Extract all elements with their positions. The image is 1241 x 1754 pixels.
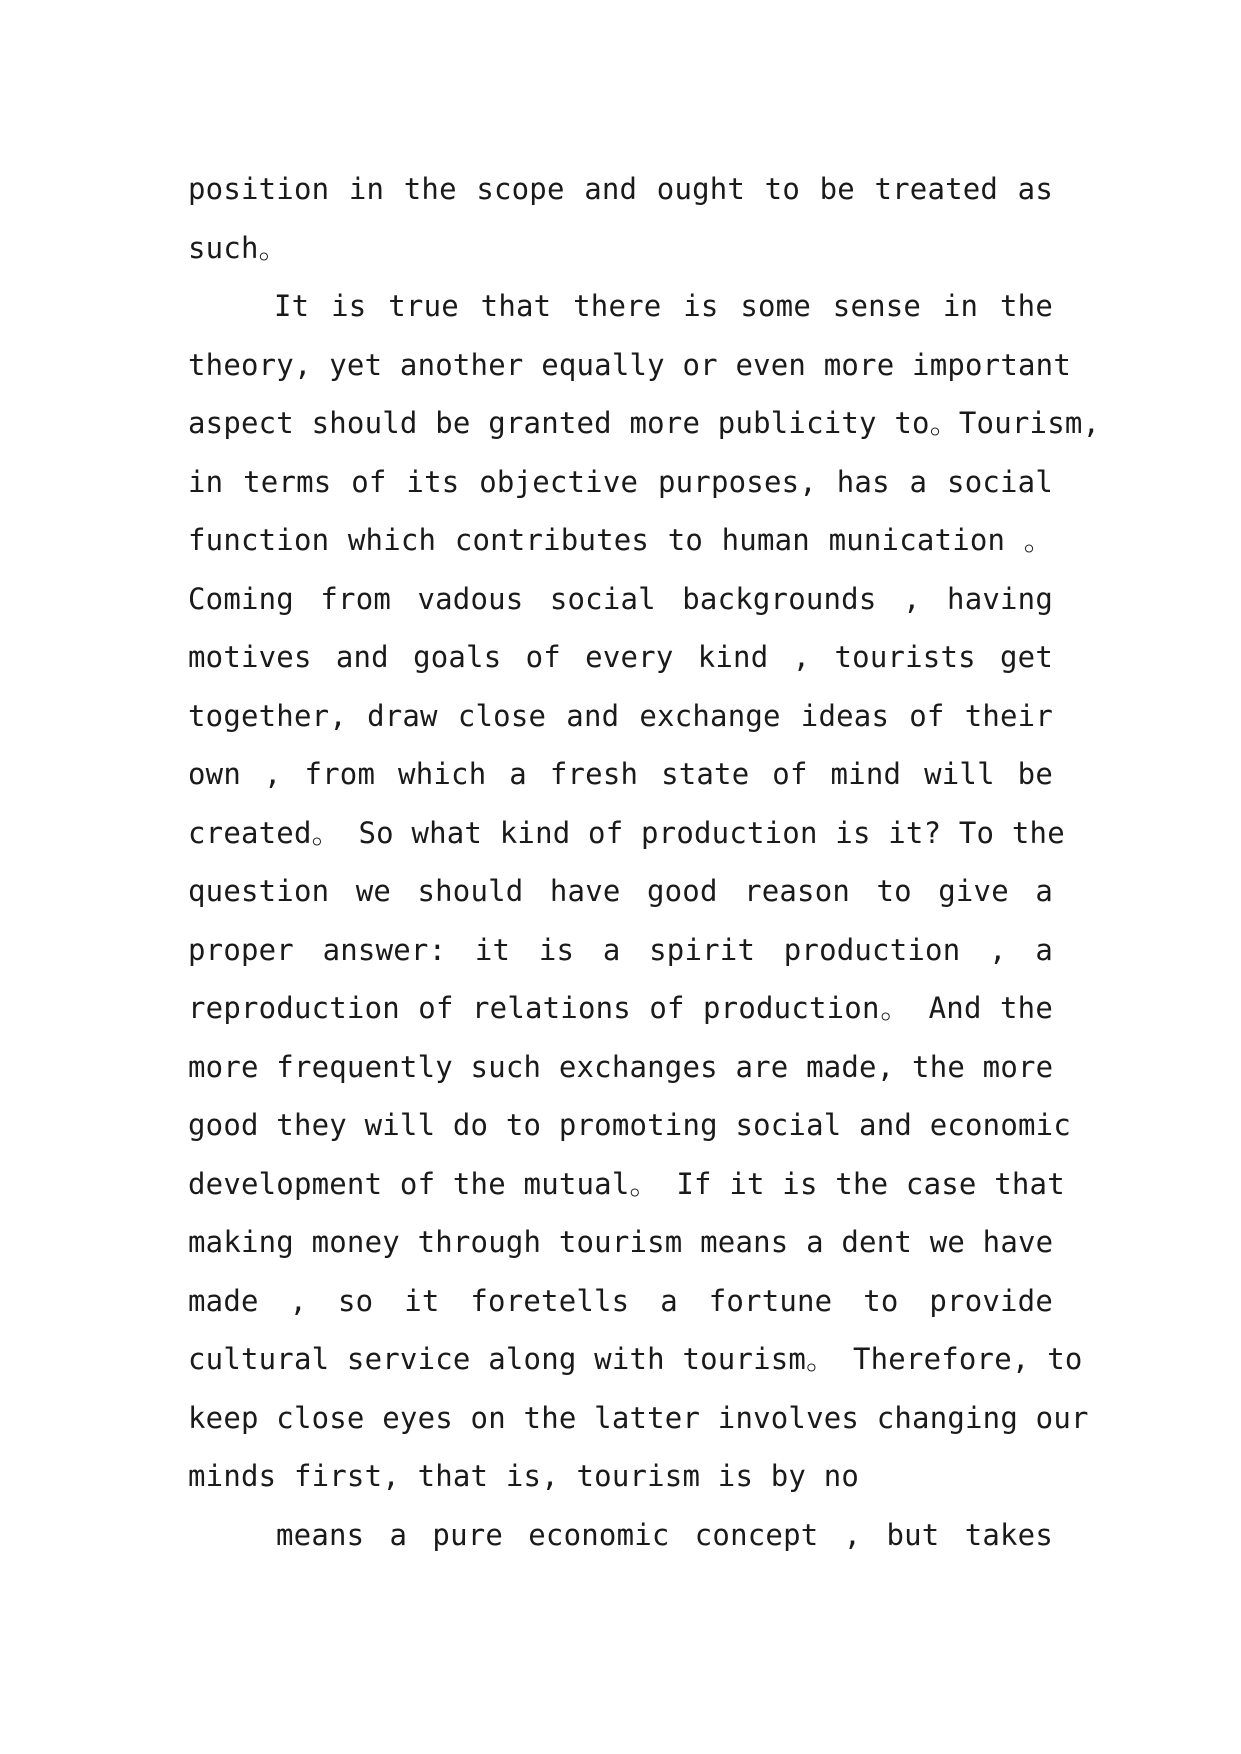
text-line: aspect should be granted more publicity to。Tourism, <box>188 406 1101 440</box>
text-line: good they will do to promoting social and economic <box>188 1108 1071 1142</box>
text-line: more frequently such exchanges are made, the more <box>188 1049 1054 1084</box>
paragraph-start-line: means a pure economic concept , but takes <box>276 1517 1053 1552</box>
text-line: together, draw close and exchange ideas of their <box>188 698 1053 733</box>
text-line: such。 <box>188 230 288 265</box>
text-line: made , so it foretells a fortune to provide <box>188 1283 1053 1318</box>
text-line: development of the mutual。 If it is the case that <box>188 1166 1065 1201</box>
body-text <box>188 160 1101 1564</box>
text-line: theory, yet another equally or even more important <box>188 347 1071 382</box>
text-line: reproduction of relations of production。 And the <box>188 991 1053 1025</box>
text-line: in terms of its objective purposes, has a social <box>188 464 1053 499</box>
text-line: minds first, that is, tourism is by no <box>188 1459 860 1493</box>
text-line: created。 So what kind of production is it? To the <box>188 815 1065 850</box>
text-line: proper answer: it is a spirit production , a <box>188 932 1053 967</box>
text-line: Coming from vadous social backgrounds , having <box>188 581 1053 616</box>
text-line: function which contributes to human munication 。 <box>188 523 1053 557</box>
text-line: keep close eyes on the latter involves changing our <box>188 1400 1089 1435</box>
text-line: own , from which a fresh state of mind will be <box>188 757 1053 791</box>
text-line: motives and goals of every kind , tourists get <box>188 640 1053 674</box>
text-line: cultural service along with tourism。 Therefore, to <box>188 1342 1083 1376</box>
text-line: question we should have good reason to give a <box>188 874 1053 908</box>
paragraph-start-line: It is true that there is some sense in the <box>274 289 1053 323</box>
text-line: making money through tourism means a dent we have <box>188 1225 1054 1259</box>
text-line: position in the scope and ought to be treated as <box>188 172 1053 206</box>
